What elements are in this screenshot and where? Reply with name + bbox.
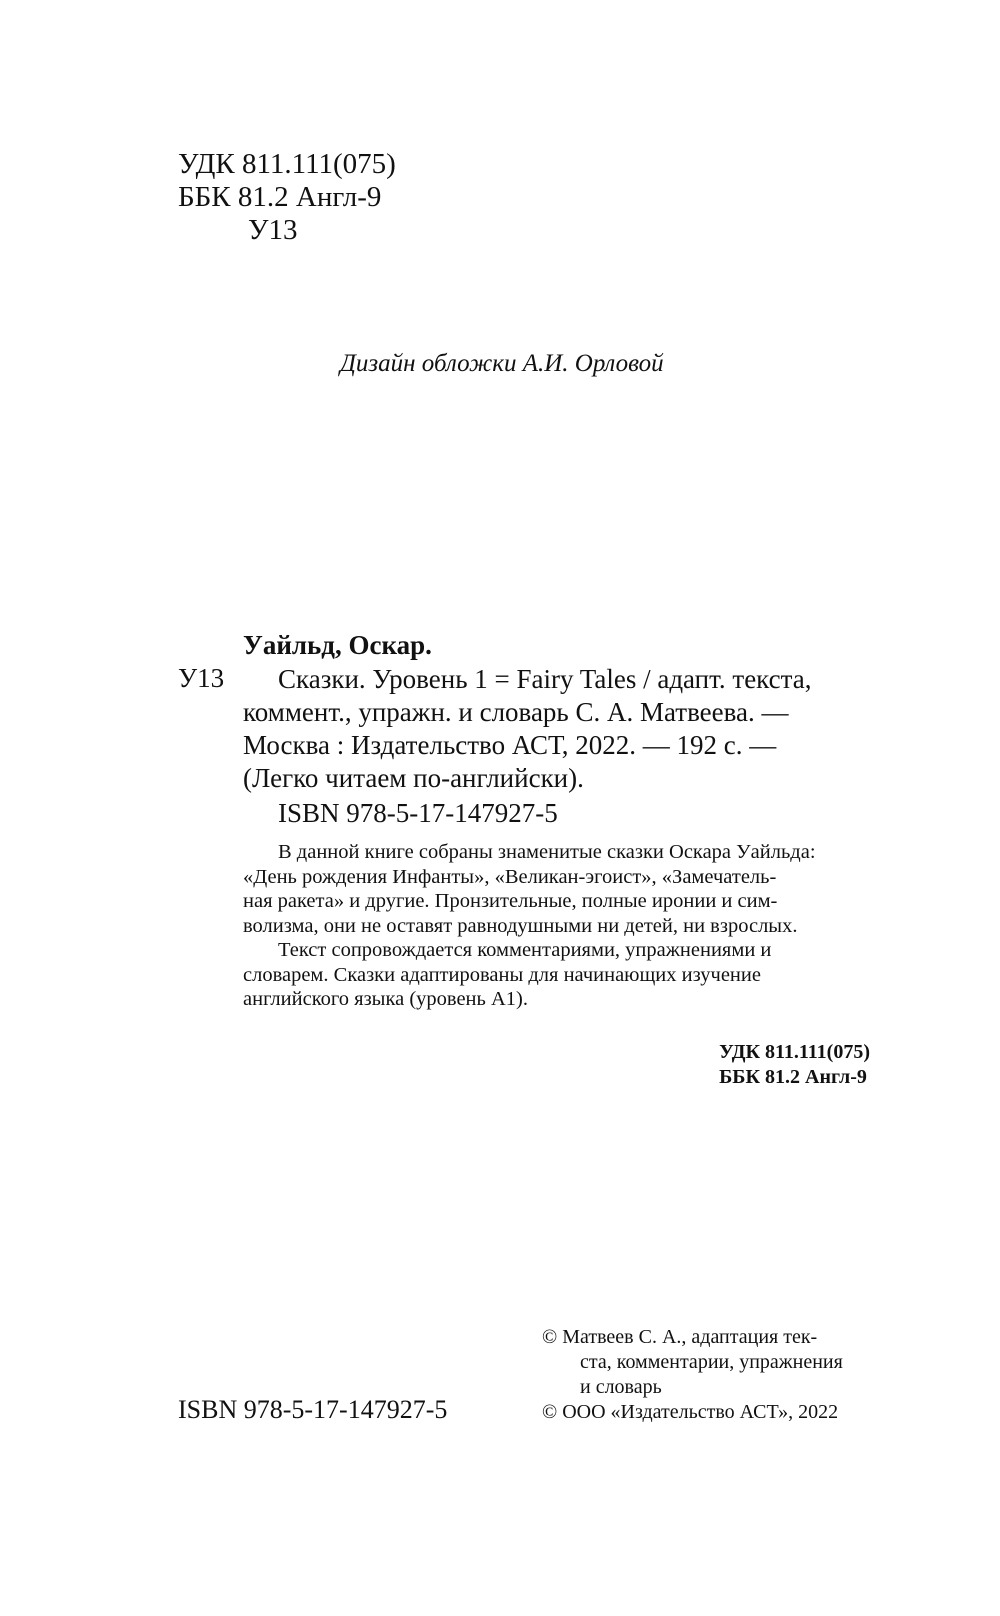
author-sign-left: У13 (178, 663, 225, 693)
abstract-line-7: английского языка (уровень А1). (243, 988, 529, 1010)
top-classification-codes (178, 148, 396, 247)
isbn-bottom: ISBN 978-5-17-147927-5 (178, 1395, 448, 1424)
isbn-main: ISBN 978-5-17-147927-5 (278, 798, 558, 828)
bottom-classification-codes (719, 1040, 870, 1090)
udk-code: УДК 811.111(075) (178, 148, 396, 180)
abstract-line-6: словарем. Сказки адаптированы для начинающих изучение (243, 963, 761, 986)
copyright-line-2: ста, комментарии, упражнения (580, 1351, 843, 1373)
copyright-line-1: © Матвеев С. А., адаптация тек- (542, 1326, 818, 1348)
bib-line-1: Сказки. Уровень 1 = Fairy Tales / адапт. текста, (278, 664, 812, 694)
abstract-line-2: «День рождения Инфанты», «Великан-эгоист», «Замечатель- (243, 865, 777, 888)
abstract-line-4: волизма, они не оставят равнодушными ни детей, ни взрослых. (243, 914, 798, 937)
copyright-line-4: © ООО «Издательство АСТ», 2022 (542, 1401, 839, 1423)
bibliographic-description (243, 663, 853, 795)
abstract-line-3: ная ракета» и другие. Пронзительные, полные иронии и сим- (243, 890, 778, 912)
abstract-line-5: Текст сопровождается комментариями, упражнениями и (278, 939, 772, 961)
bottom-udk-code: УДК 811.111(075) (719, 1041, 870, 1063)
abstract-line-1: В данной книге собраны знаменитые сказки Оскара Уайльда: (278, 841, 816, 863)
bottom-bbk-code: ББК 81.2 Англ-9 (719, 1066, 867, 1088)
copyright-notice (542, 1325, 843, 1425)
author-heading: Уайльд, Оскар. (243, 630, 432, 660)
copyright-line-3: и словарь (580, 1376, 662, 1398)
abstract (243, 840, 858, 1012)
author-sign-code: У13 (248, 214, 298, 246)
bib-line-2: коммент., упражн. и словарь С. А. Матвеева. — (243, 697, 789, 727)
bbk-code: ББК 81.2 Англ-9 (178, 181, 382, 213)
cover-design-credit: Дизайн обложки А.И. Орловой (340, 350, 664, 377)
bib-line-4: (Легко читаем по-английски). (243, 763, 584, 793)
bib-line-3: Москва : Издательство АСТ, 2022. — 192 с. — (243, 730, 777, 760)
